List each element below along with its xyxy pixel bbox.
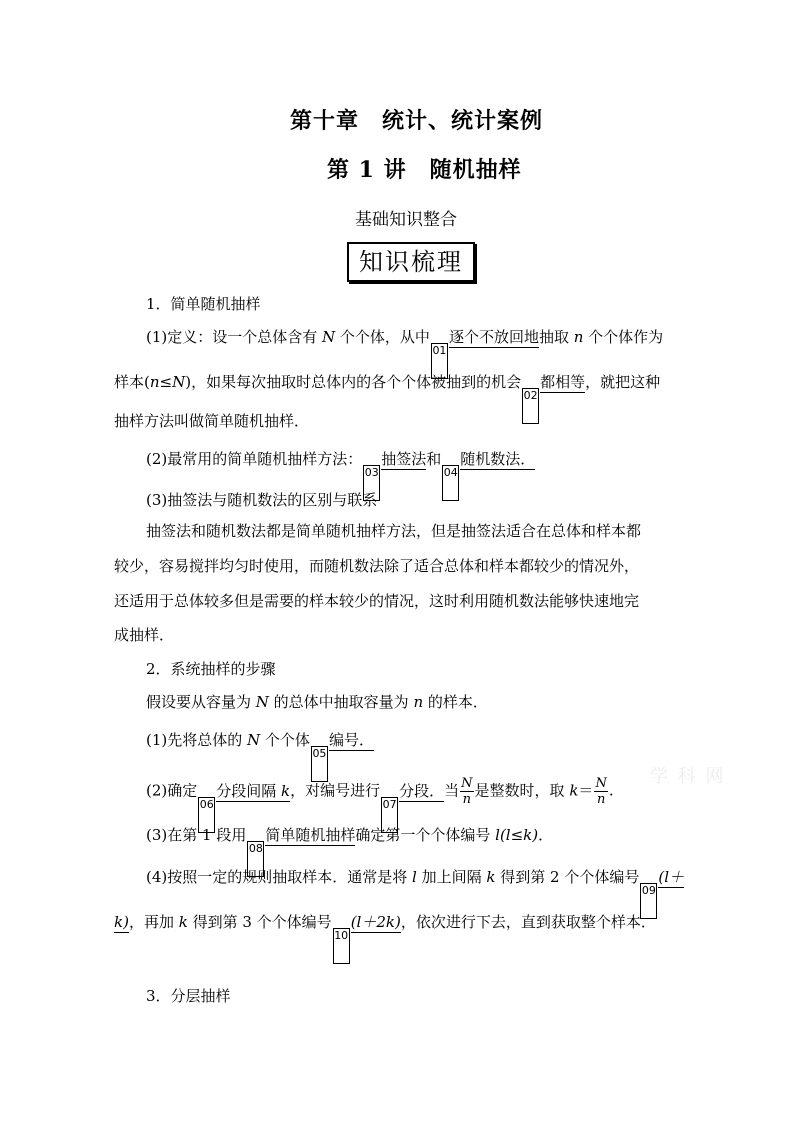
blank-number-06: 06 bbox=[198, 797, 215, 833]
blank-number-04: 04 bbox=[442, 465, 459, 501]
s1-paragraph-line2: 较少，容易搅拌均匀时使用，而随机数法除了适合总体和样本都较少的情况外， bbox=[114, 557, 640, 575]
chapter-title: 第十章 统计、统计案例 bbox=[290, 108, 544, 134]
s1-definition-line2: 样本(n≤N)，如果每次抽取时总体内的各个个体被抽到的机会02都相等，就把这种 bbox=[114, 372, 660, 424]
s2-step1: (1)先将总体的 N 个个体05编号． bbox=[146, 730, 374, 782]
s2-intro: 假设要从容量为 N 的总体中抽取容量为 n 的样本． bbox=[146, 693, 488, 711]
s2-step4-line1: (4)按照一定的规则抽取样本．通常是将 l 加上间隔 k 得到第 2 个个体编号09(l＋ bbox=[146, 867, 684, 919]
s1-methods-line: (2)最常用的简单随机抽样方法：03抽签法和04随机数法． bbox=[146, 449, 535, 501]
blank-number-08: 08 bbox=[247, 841, 264, 877]
answer-10: (l＋2k) bbox=[350, 913, 401, 931]
s3-heading: 3．分层抽样 bbox=[146, 987, 231, 1005]
blank-number-03: 03 bbox=[363, 465, 380, 501]
knowledge-box-label: 知识梳理 bbox=[347, 242, 475, 282]
section-title: 基础知识整合 bbox=[355, 210, 457, 230]
s2-heading: 2．系统抽样的步骤 bbox=[146, 660, 276, 678]
lesson-title: 第 1 讲 随机抽样 bbox=[327, 157, 522, 183]
blank-number-02: 02 bbox=[522, 388, 539, 424]
s1-difference-heading: (3)抽签法与随机数法的区别与联系 bbox=[146, 491, 378, 509]
blank-number-07: 07 bbox=[381, 797, 398, 833]
answer-04: 随机数法． bbox=[460, 450, 536, 468]
s1-definition-line3: 抽样方法叫做简单随机抽样． bbox=[114, 412, 310, 430]
s1-paragraph-line4: 成抽样． bbox=[114, 626, 175, 644]
blank-number-05: 05 bbox=[311, 746, 328, 782]
fraction-N-over-n: $\frac{N}{n}$ bbox=[461, 776, 473, 807]
s2-step4-line2: k)，再加 k 得到第 3 个个体编号10(l＋2k)，依次进行下去，直到获取整个样本． bbox=[114, 912, 656, 964]
s1-definition-line1: (1)定义：设一个总体含有 N 个个体，从中01逐个不放回地抽取 n 个个体作为 bbox=[146, 327, 663, 379]
answer-07: 分段． bbox=[399, 781, 445, 800]
s2-step2: (2)确定06分段间隔 k，对编号进行07分段．当 $\frac{N}{n}$ 是整数时，取 k＝ $\frac{N}{n}$ . bbox=[146, 776, 614, 833]
answer-09-cont: k) bbox=[114, 913, 129, 931]
answer-03: 抽签法 bbox=[381, 450, 427, 468]
blank-number-01: 01 bbox=[431, 343, 448, 379]
watermark: 学 科 网 bbox=[650, 766, 726, 787]
answer-05: 编号． bbox=[328, 731, 374, 749]
answer-02: 都相等 bbox=[540, 373, 586, 391]
answer-08: 简单随机抽样 bbox=[265, 826, 356, 844]
fraction-N-over-n-2: $\frac{N}{n}$ bbox=[595, 776, 607, 807]
answer-09: (l＋ bbox=[658, 868, 684, 886]
s1-paragraph-line1: 抽签法和随机数法都是简单随机抽样方法，但是抽签法适合在总体和样本都 bbox=[146, 522, 642, 540]
answer-06: 分段间隔 k bbox=[216, 781, 291, 800]
s2-step3: (3)在第 1 段用08简单随机抽样确定第一个个体编号 l(l≤k)． bbox=[146, 825, 553, 877]
blank-number-09: 09 bbox=[640, 883, 657, 919]
s1-paragraph-line3: 还适用于总体较多但是需要的样本较少的情况，这时利用随机数法能够快速地完 bbox=[114, 592, 640, 610]
blank-number-10: 10 bbox=[333, 928, 350, 964]
answer-01: 逐个不放回地 bbox=[448, 328, 539, 346]
s1-heading: 1．简单随机抽样 bbox=[146, 295, 261, 313]
